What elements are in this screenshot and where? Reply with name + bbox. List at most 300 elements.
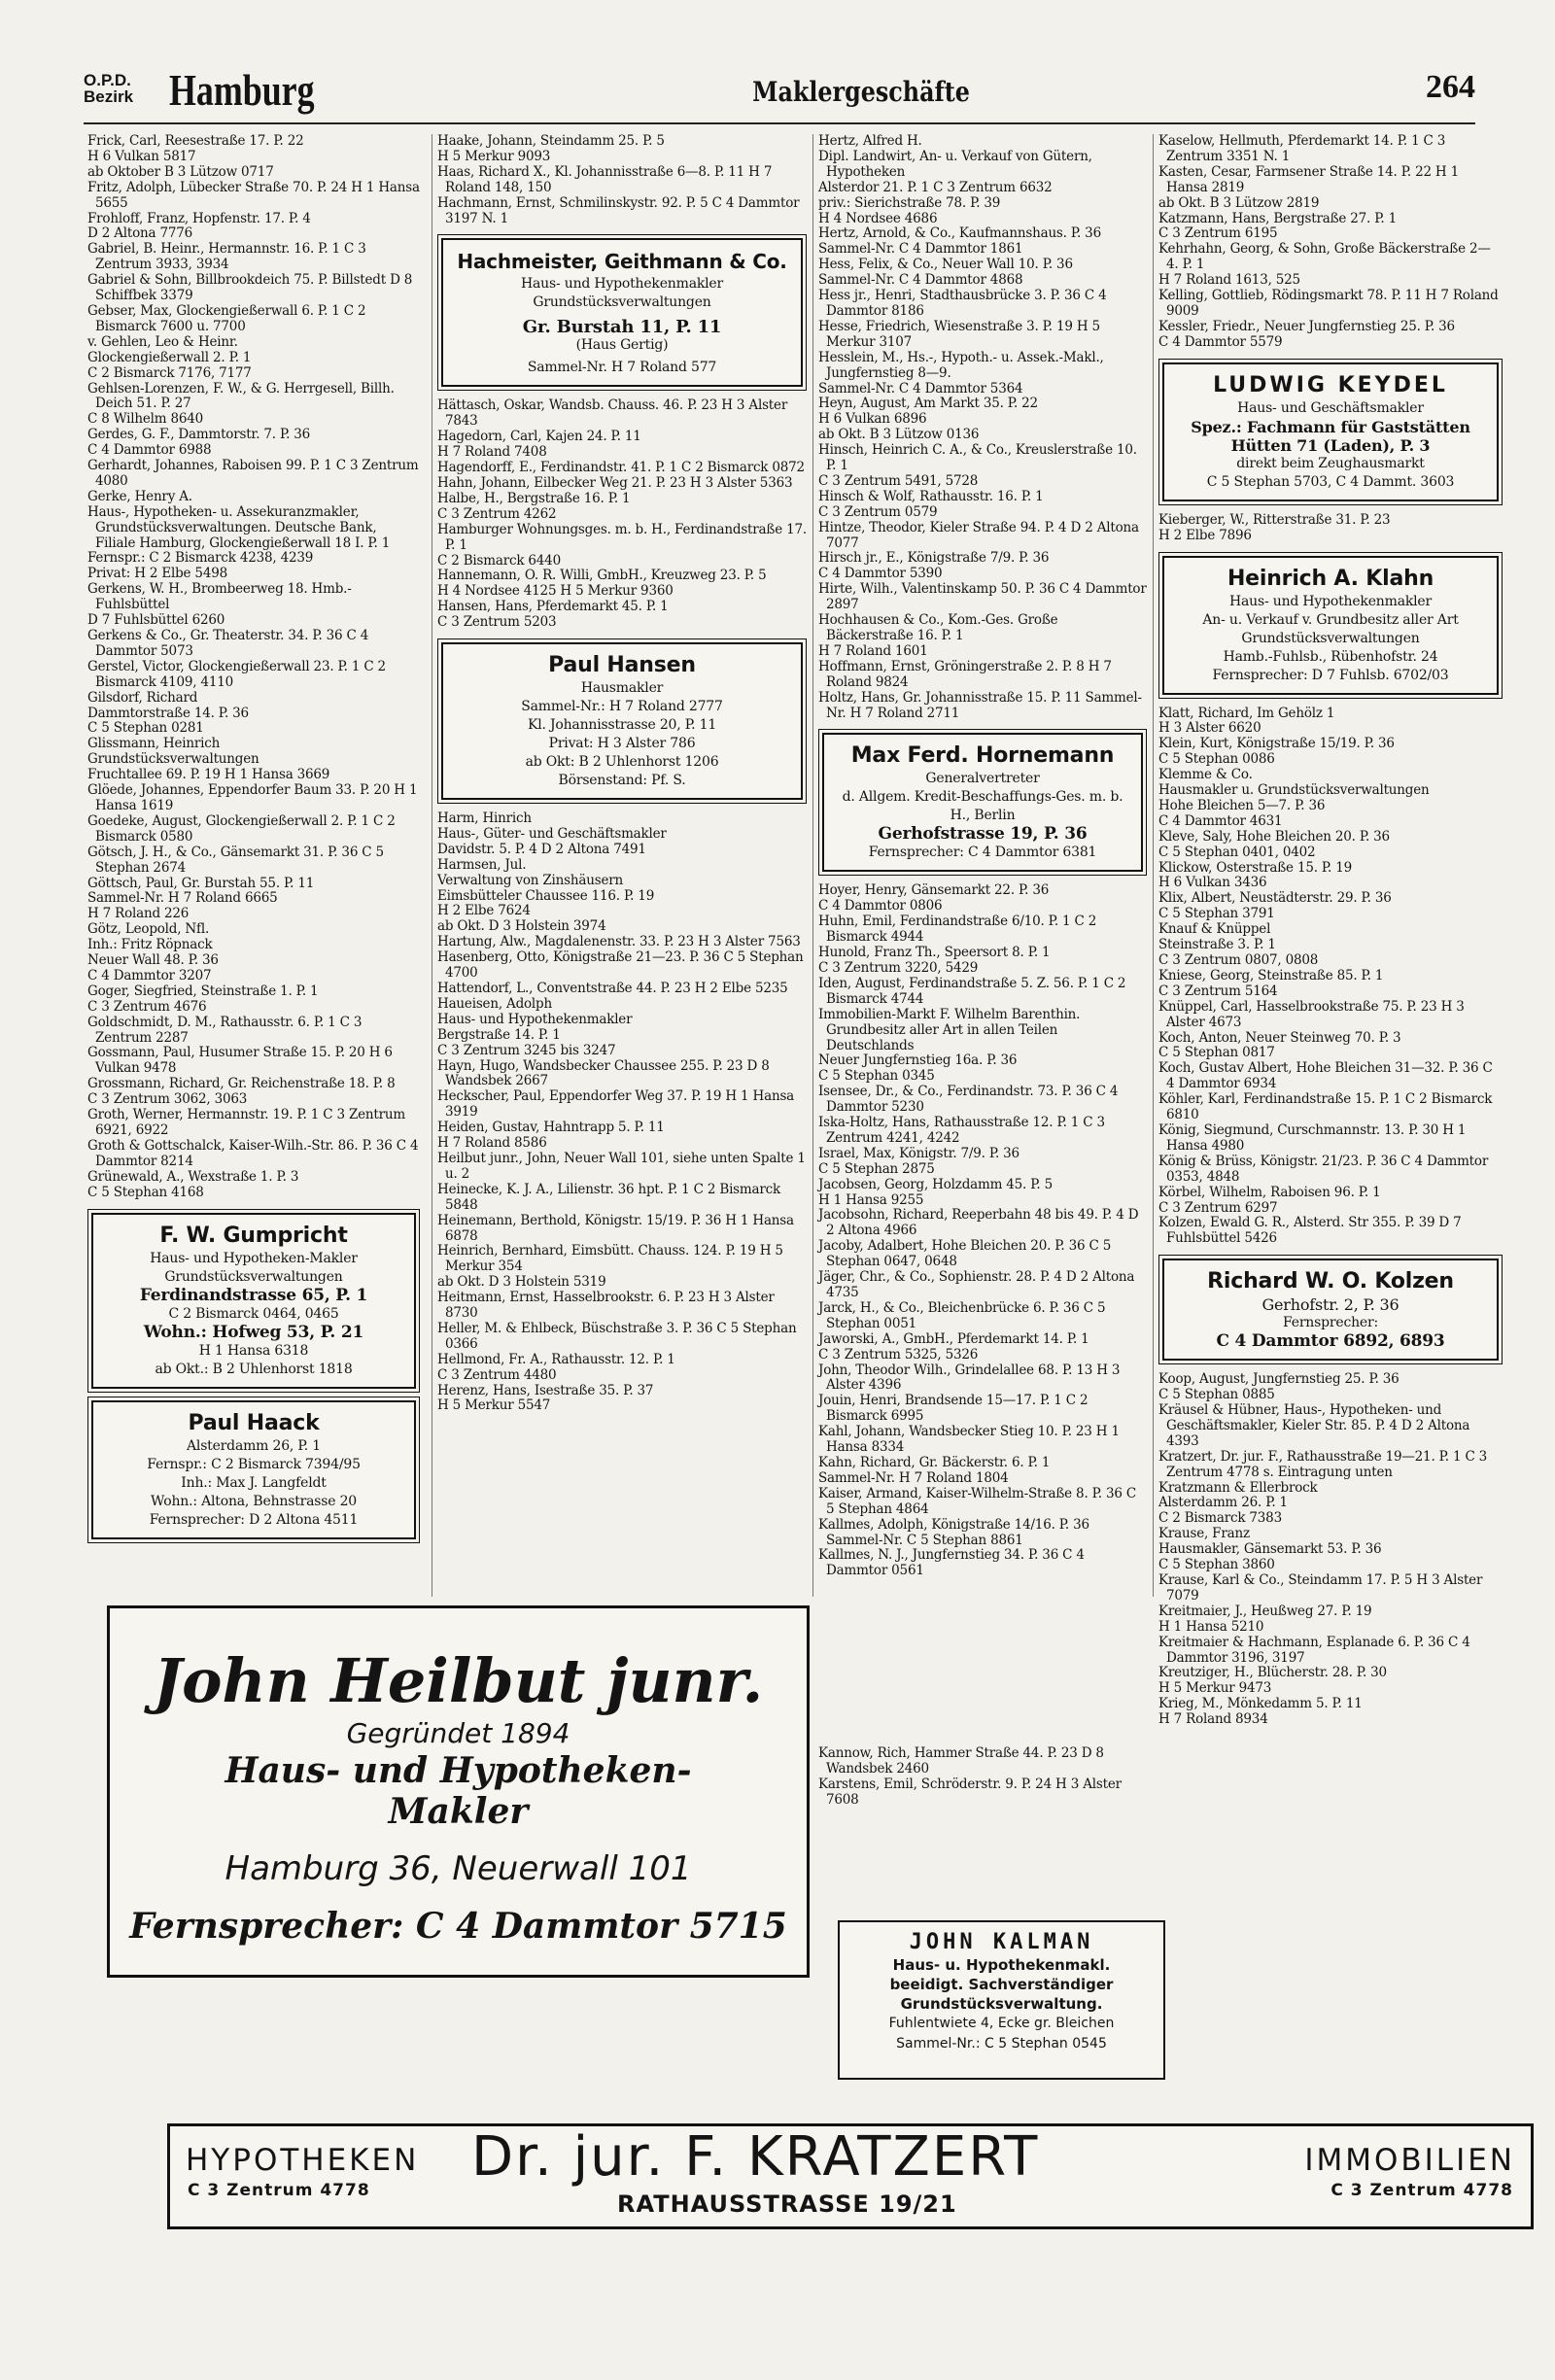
directory-entry: Götz, Leopold, Nfl. — [87, 921, 210, 938]
directory-entry: D 2 Altona 7776 — [87, 225, 193, 242]
directory-entry: C 3 Zentrum 6297 — [1158, 1199, 1278, 1216]
directory-entry: Klatt, Richard, Im Gehölz 1 — [1158, 705, 1335, 721]
ad-name: Dr. jur. F. KRATZERT — [471, 2125, 1040, 2189]
directory-entry: H 6 Vulkan 6896 — [818, 411, 927, 428]
directory-entry: Jouin, Henri, Brandsende 15—17. P. 1 C 2 Bismarck 6995 — [818, 1393, 1088, 1425]
directory-entry: Hausmakler u. Grundstücksverwaltungen — [1158, 782, 1430, 799]
directory-entry: C 2 Bismarck 7176, 7177 — [87, 364, 252, 381]
directory-entry: Glissmann, Heinrich — [87, 736, 221, 752]
directory-entry: Holtz, Hans, Gr. Johannisstraße 15. P. 11 Sammel-Nr. H 7 Roland 2711 — [818, 689, 1142, 721]
ad-phone: Fernsprecher: D 7 Fuhlsb. 6702/03 — [1212, 667, 1449, 683]
directory-entry: Verwaltung von Zinshäusern — [437, 872, 623, 888]
directory-entry: Kleve, Saly, Hohe Bleichen 20. P. 36 — [1158, 828, 1390, 845]
ad-phone: Fernspr.: C 2 Bismarck 7394/95 — [147, 1456, 361, 1472]
ad-address: Gerhofstrasse 19, P. 36 — [878, 824, 1088, 845]
directory-entry: Jäger, Chr., & Co., Sophienstr. 28. P. 4 D 2 Altona 4735 — [818, 1269, 1135, 1300]
directory-entry: Hirsch jr., E., Königstraße 7/9. P. 36 — [818, 550, 1050, 567]
directory-entry: C 3 Zentrum 3220, 5429 — [818, 959, 979, 976]
ad-phone: H 1 Hansa 6318 — [198, 1342, 309, 1359]
directory-entry: H 7 Roland 1613, 525 — [1158, 272, 1300, 289]
directory-entry: C 3 Zentrum 0579 — [818, 503, 938, 520]
directory-entry: Klemme & Co. — [1158, 767, 1253, 783]
directory-entry: Haus-, Güter- und Geschäftsmakler — [437, 825, 667, 842]
ad-kalman — [838, 1920, 1165, 2080]
directory-entry: Katzmann, Hans, Bergstraße 27. P. 1 — [1158, 210, 1397, 226]
directory-entry: Kahn, Richard, Gr. Bäckerstr. 6. P. 1 — [818, 1454, 1051, 1470]
directory-entry: H 1 Hansa 5210 — [1158, 1618, 1264, 1635]
directory-entry: C 4 Dammtor 5579 — [1158, 333, 1283, 350]
ad-address: RATHAUSSTRASSE 19/21 — [617, 2190, 957, 2218]
directory-entry: Hahn, Johann, Eilbecker Weg 21. P. 23 H 3 Alster 5363 — [437, 474, 793, 491]
column-4 — [1158, 134, 1503, 1728]
directory-entry: Grossmann, Richard, Gr. Reichenstraße 18. P. 8 — [87, 1076, 396, 1092]
entry-list — [1158, 134, 1503, 351]
directory-entry: Immobilien-Markt F. Wilhelm Barenthin. Grundbesitz aller Art in allen Teilen Deutschlands — [818, 1006, 1081, 1053]
directory-entry: Sammel-Nr. C 4 Dammtor 1861 — [818, 241, 1023, 258]
directory-entry: C 4 Dammtor 6988 — [87, 442, 212, 459]
directory-entry: Karstens, Emil, Schröderstr. 9. P. 24 H 3 Alster 7608 — [818, 1776, 1122, 1808]
directory-entry: Hinsch, Heinrich C. A., & Co., Kreuslerstraße 10. P. 1 — [818, 442, 1137, 474]
directory-entry: Klickow, Osterstraße 15. P. 19 — [1158, 859, 1353, 876]
directory-entry: C 3 Zentrum 5325, 5326 — [818, 1346, 979, 1362]
ad-left-label: HYPOTHEKEN — [186, 2143, 420, 2178]
directory-entry: Heckscher, Paul, Eppendorfer Weg 37. P. 19 H 1 Hansa 3919 — [437, 1088, 795, 1121]
ad-gumpricht — [91, 1213, 416, 1389]
directory-entry: C 3 Zentrum 4676 — [87, 998, 207, 1015]
directory-entry: C 4 Dammtor 5390 — [818, 566, 943, 582]
directory-entry: C 3 Zentrum 5491, 5728 — [818, 472, 979, 489]
directory-entry: Hochhausen & Co., Kom.-Ges. Große Bäckerstraße 16. P. 1 — [818, 612, 1058, 643]
directory-entry: Fernspr.: C 2 Bismarck 4238, 4239 — [87, 550, 314, 567]
ad-phone: Fernsprecher: C 4 Dammtor 5715 — [129, 1906, 787, 1947]
directory-entry: Privat: H 2 Elbe 5498 — [87, 566, 227, 582]
directory-entry: C 3 Zentrum 0807, 0808 — [1158, 952, 1319, 968]
directory-entry: Gossmann, Paul, Husumer Straße 15. P. 20 H 6 Vulkan 9478 — [87, 1045, 393, 1077]
directory-entry: Hamburger Wohnungsges. m. b. H., Ferdinandstraße 17. P. 1 — [437, 521, 807, 553]
ad-line: Börsenstand: Pf. S. — [558, 773, 686, 789]
directory-entry: C 5 Stephan 0345 — [818, 1068, 935, 1085]
ad-line: Haus- und Hypothekenmakler — [1229, 593, 1432, 609]
directory-entry: Hausmakler, Gänsemarkt 53. P. 36 — [1158, 1541, 1382, 1558]
ad-right-phone: C 3 Zentrum 4778 — [1330, 2181, 1513, 2200]
directory-entry: Jacobsohn, Richard, Reeperbahn 48 bis 49. P. 4 D 2 Altona 4966 — [818, 1207, 1139, 1239]
directory-entry: Harm, Hinrich — [437, 811, 532, 827]
directory-entry: Haus-, Hypotheken- u. Assekuranzmakler, Grundstücksverwaltungen. Deutsche Bank, Filiale Hamburg, Glockengießerwall 18 I. P. 1 — [87, 503, 391, 551]
directory-entry: Kniese, Georg, Steinstraße 85. P. 1 — [1158, 967, 1384, 983]
ad-line: Grundstücksverwaltungen — [1241, 630, 1420, 646]
ad-phone: Sammel-Nr.: H 7 Roland 2777 — [521, 699, 723, 715]
ad-heilbut — [107, 1605, 810, 1978]
directory-entry: Kessler, Friedr., Neuer Jungfernstieg 25. P. 36 — [1158, 318, 1455, 334]
directory-entry: Gabriel, B. Heinr., Hermannstr. 16. P. 1 C 3 Zentrum 3933, 3934 — [87, 241, 366, 273]
ad-name: Max Ferd. Hornemann — [850, 743, 1115, 769]
ad-line: Grundstücksverwaltungen — [533, 294, 711, 311]
ad-line: d. Allgem. Kredit-Beschaffungs-Ges. m. b. H., Berlin — [842, 789, 1123, 824]
directory-entry: Koop, August, Jungfernstieg 25. P. 36 — [1158, 1371, 1400, 1388]
ad-line: Haus- und Geschäftsmakler — [1237, 399, 1424, 416]
directory-entry: Klix, Albert, Neustädterstr. 29. P. 36 — [1158, 890, 1392, 907]
ad-line: Spez.: Fachmann für Gaststätten — [1191, 417, 1470, 436]
ad-kolzen — [1162, 1259, 1499, 1361]
directory-entry: Gerkens & Co., Gr. Theaterstr. 34. P. 36 C 4 Dammtor 5073 — [87, 628, 369, 659]
directory-entry: Fritz, Adolph, Lübecker Straße 70. P. 24 H 1 Hansa 5655 — [87, 179, 420, 211]
column-3 — [818, 134, 1147, 1809]
directory-entry: Hansen, Hans, Pferdemarkt 45. P. 1 — [437, 599, 669, 615]
directory-entry: Kräusel & Hübner, Haus-, Hypotheken- und Geschäftsmakler, Kieler Str. 85. P. 4 D 2 Altona 4393 — [1158, 1402, 1470, 1449]
ad-phone: C 5 Stephan 5703, C 4 Dammt. 3603 — [1206, 473, 1455, 490]
directory-entry: Hertz, Arnold, & Co., Kaufmannshaus. P. 36 — [818, 225, 1101, 242]
directory-entry: König & Brüss, Königstr. 21/23. P. 36 C 4 Dammtor 0353, 4848 — [1158, 1153, 1489, 1185]
directory-entry: H 1 Hansa 9255 — [818, 1191, 924, 1208]
directory-entry: Kehrhahn, Georg, & Sohn, Große Bäckerstraße 2—4. P. 1 — [1158, 241, 1491, 273]
directory-entry: Glockengießerwall 2. P. 1 — [87, 349, 252, 365]
ad-address: Kl. Johannisstrasse 20, P. 11 — [527, 717, 717, 734]
ad-address: Alsterdamm 26, P. 1 — [187, 1437, 321, 1454]
directory-entry: H 6 Vulkan 5817 — [87, 148, 196, 164]
directory-entry: Dipl. Landwirt, An- u. Verkauf von Gütern, Hypotheken — [818, 148, 1092, 180]
directory-entry: Iska-Holtz, Hans, Rathausstraße 12. P. 1 C 3 Zentrum 4241, 4242 — [818, 1115, 1105, 1146]
directory-entry: Haake, Johann, Steindamm 25. P. 5 — [437, 133, 665, 149]
directory-entry: Göttsch, Paul, Gr. Burstah 55. P. 11 — [87, 875, 315, 891]
directory-entry: Kelling, Gottlieb, Rödingsmarkt 78. P. 11 H 7 Roland 9009 — [1158, 288, 1499, 319]
ad-hansen — [441, 642, 803, 800]
kalman-spacer — [818, 1579, 1147, 1746]
directory-entry: C 5 Stephan 0281 — [87, 720, 204, 737]
directory-entry: D 7 Fuhlsbüttel 6260 — [87, 612, 225, 629]
directory-entry: Heilbut junr., John, Neuer Wall 101, siehe unten Spalte 1 u. 2 — [437, 1150, 806, 1182]
directory-entry: Hättasch, Oskar, Wandsb. Chauss. 46. P. 23 H 3 Alster 7843 — [437, 397, 788, 430]
ad-klahn — [1162, 556, 1499, 695]
directory-entry: Isensee, Dr., & Co., Ferdinandstr. 73. P. 36 C 4 Dammtor 5230 — [818, 1084, 1119, 1116]
directory-entry: C 5 Stephan 3860 — [1158, 1557, 1275, 1573]
entry-list — [437, 398, 807, 631]
directory-entry: C 5 Stephan 4168 — [87, 1184, 204, 1200]
directory-entry: Kolzen, Ewald G. R., Alsterd. Str 355. P. 39 D 7 Fuhlsbüttel 5426 — [1158, 1215, 1462, 1247]
directory-entry: Jarck, H., & Co., Bleichenbrücke 6. P. 36 C 5 Stephan 0051 — [818, 1299, 1106, 1331]
directory-entry: Koch, Gustav Albert, Hohe Bleichen 31—32. P. 36 C 4 Dammtor 6934 — [1158, 1060, 1493, 1092]
ad-kratzert — [167, 2123, 1534, 2229]
directory-entry: H 6 Vulkan 3436 — [1158, 875, 1267, 891]
directory-entry: Hunold, Franz Th., Speersort 8. P. 1 — [818, 945, 1051, 961]
directory-entry: Gerdes, G. F., Dammtorstr. 7. P. 36 — [87, 427, 311, 443]
directory-entry: C 5 Stephan 3791 — [1158, 906, 1275, 922]
directory-entry: Krieg, M., Mönkedamm 5. P. 11 — [1158, 1696, 1363, 1712]
directory-entry: Hesse, Friedrich, Wiesenstraße 3. P. 19 H 5 Merkur 3107 — [818, 318, 1100, 350]
directory-entry: Neuer Jungfernstieg 16a. P. 36 — [818, 1052, 1018, 1069]
directory-entry: Alsterdor 21. P. 1 C 3 Zentrum 6632 — [818, 179, 1053, 195]
ad-name: LUDWIG KEYDEL — [1213, 372, 1448, 397]
ad-address: Fuhlentwiete 4, Ecke gr. Bleichen — [888, 2016, 1115, 2031]
ad-line: direkt beim Zeughausmarkt — [1236, 455, 1425, 471]
directory-entry: Heinecke, K. J. A., Lilienstr. 36 hpt. P. 1 C 2 Bismarck 5848 — [437, 1181, 780, 1213]
ad-keydel — [1162, 362, 1499, 501]
directory-entry: Hayn, Hugo, Wandsbecker Chaussee 255. P. 23 D 8 Wandsbek 2667 — [437, 1057, 770, 1089]
directory-entry: Hagendorff, E., Ferdinandstr. 41. P. 1 C 2 Bismarck 0872 — [437, 460, 805, 476]
directory-entry: Haueisen, Adolph — [437, 995, 552, 1012]
directory-entry: Huhn, Emil, Ferdinandstraße 6/10. P. 1 C 2 Bismarck 4944 — [818, 914, 1097, 946]
directory-entry: Hagedorn, Carl, Kajen 24. P. 11 — [437, 429, 641, 445]
directory-entry: H 7 Roland 8586 — [437, 1135, 547, 1152]
ad-phone: Sammel-Nr. H 7 Roland 577 — [527, 360, 717, 376]
directory-entry: C 5 Stephan 2875 — [818, 1160, 935, 1177]
directory-entry: Knauf & Knüppel — [1158, 921, 1271, 938]
directory-entry: Groth, Werner, Hermannstr. 19. P. 1 C 3 Zentrum 6921, 6922 — [87, 1107, 405, 1138]
directory-entry: Gehlsen-Lorenzen, F. W., & G. Herrgesell, Billh. Deich 51. P. 27 — [87, 380, 395, 412]
directory-entry: Fruchtallee 69. P. 19 H 1 Hansa 3669 — [87, 767, 330, 783]
directory-entry: C 3 Zentrum 5164 — [1158, 983, 1278, 999]
directory-entry: Hirte, Wilh., Valentinskamp 50. P. 36 C 4 Dammtor 2897 — [818, 581, 1147, 613]
directory-entry: Heller, M. & Ehlbeck, Büschstraße 3. P. 36 C 5 Stephan 0366 — [437, 1320, 797, 1352]
ad-line: Hausmakler — [580, 680, 664, 697]
ad-address: Gr. Burstah 11, P. 11 — [522, 317, 722, 338]
directory-entry: Herenz, Hans, Isestraße 35. P. 37 — [437, 1382, 654, 1398]
ad-hachmeister — [441, 238, 803, 387]
directory-entry: C 3 Zentrum 3062, 3063 — [87, 1091, 248, 1108]
directory-entry: Hellmond, Fr. A., Rathausstr. 12. P. 1 — [437, 1351, 675, 1367]
directory-entry: Hasenberg, Otto, Königstraße 21—23. P. 36 C 5 Stephan 4700 — [437, 949, 804, 982]
directory-entry: Gerkens, W. H., Brombeerweg 18. Hmb.-Fuhlsbüttel — [87, 581, 352, 613]
directory-entry: Dammtorstraße 14. P. 36 — [87, 705, 249, 721]
directory-entry: Koch, Anton, Neuer Steinweg 70. P. 3 — [1158, 1029, 1401, 1046]
directory-entry: Hinsch & Wolf, Rathausstr. 16. P. 1 — [818, 488, 1044, 504]
ad-founded: Gegründet 1894 — [346, 1717, 570, 1749]
directory-entry: Sammel-Nr. H 7 Roland 1804 — [818, 1469, 1009, 1486]
directory-entry: H 7 Roland 8934 — [1158, 1711, 1268, 1728]
directory-entry: Halbe, H., Bergstraße 16. P. 1 — [437, 490, 631, 506]
entry-list — [437, 811, 807, 1414]
directory-entry: H 2 Elbe 7624 — [437, 903, 531, 919]
section-title: Maklergeschäfte — [752, 76, 970, 108]
directory-entry: C 3 Zentrum 6195 — [1158, 225, 1278, 242]
directory-entry: Alsterdamm 26. P. 1 — [1158, 1495, 1288, 1511]
directory-entry: C 3 Zentrum 4480 — [437, 1366, 557, 1383]
directory-entry: Gerke, Henry A. — [87, 488, 192, 504]
ad-name: F. W. Gumpricht — [159, 1223, 348, 1248]
directory-entry: Kallmes, N. J., Jungfernstieg 34. P. 36 C 4 Dammtor 0561 — [818, 1547, 1085, 1579]
ad-line: Haus- und Hypothekenmakler — [521, 276, 723, 293]
directory-entry: Harmsen, Jul. — [437, 856, 527, 873]
directory-entry: Haas, Richard X., Kl. Johannisstraße 6—8. P. 11 H 7 Roland 148, 150 — [437, 163, 773, 195]
directory-entry: Haus- und Hypothekenmakler — [437, 1011, 633, 1027]
entry-list — [87, 134, 420, 1201]
directory-entry: Kaselow, Hellmuth, Pferdemarkt 14. P. 1 C 3 Zentrum 3351 N. 1 — [1158, 133, 1446, 164]
directory-entry: Grundstücksverwaltungen — [87, 751, 259, 768]
directory-entry: Goldschmidt, D. M., Rathausstr. 6. P. 1 C 3 Zentrum 2287 — [87, 1014, 363, 1046]
directory-entry: Körbel, Wilhelm, Raboisen 96. P. 1 — [1158, 1184, 1381, 1200]
directory-entry: H 3 Alster 6620 — [1158, 720, 1261, 737]
directory-entry: Kannow, Rich, Hammer Straße 44. P. 23 D 8 Wandsbek 2460 — [818, 1745, 1104, 1777]
directory-entry: Hoffmann, Ernst, Gröningerstraße 2. P. 8 H 7 Roland 9824 — [818, 658, 1112, 690]
directory-entry: H 4 Nordsee 4125 H 5 Merkur 9360 — [437, 583, 674, 600]
directory-entry: Köhler, Karl, Ferdinandstraße 15. P. 1 C 2 Bismarck 6810 — [1158, 1091, 1493, 1123]
ad-phone: C 4 Dammtor 6892, 6893 — [1216, 1331, 1445, 1352]
column-2 — [437, 134, 807, 1414]
directory-entry: Hannemann, O. R. Willi, GmbH., Kreuzweg 23. P. 5 — [437, 568, 767, 584]
directory-entry: Eimsbütteler Chaussee 116. P. 19 — [437, 887, 655, 904]
directory-entry: Gebser, Max, Glockengießerwall 6. P. 1 C 2 Bismarck 7600 u. 7700 — [87, 302, 366, 334]
ad-line: An- u. Verkauf v. Grundbesitz aller Art — [1202, 611, 1459, 628]
directory-entry: Steinstraße 3. P. 1 — [1158, 937, 1276, 953]
directory-entry: Frick, Carl, Reesestraße 17. P. 22 — [87, 133, 304, 149]
directory-entry: Krause, Karl & Co., Steindamm 17. P. 5 H 3 Alster 7079 — [1158, 1572, 1483, 1604]
directory-entry: Knüppel, Carl, Hasselbrookstraße 75. P. 23 H 3 Alster 4673 — [1158, 998, 1465, 1030]
ad-line: Haus- u. Hypothekenmakl. — [892, 1956, 1111, 1974]
entry-list — [818, 134, 1147, 721]
ad-address: Hamb.-Fuhlsb., Rübenhofstr. 24 — [1223, 648, 1438, 665]
directory-entry: Goedeke, August, Glockengießerwall 2. P. 1 C 2 Bismarck 0580 — [87, 812, 396, 845]
entry-list — [1158, 1372, 1503, 1728]
directory-entry: Götsch, J. H., & Co., Gänsemarkt 31. P. 36 C 5 Stephan 2674 — [87, 844, 384, 876]
directory-entry: Hertz, Alfred H. — [818, 133, 922, 149]
directory-entry: Krause, Franz — [1158, 1526, 1250, 1542]
directory-entry: C 3 Zentrum 3245 bis 3247 — [437, 1042, 616, 1058]
directory-entry: H 7 Roland 226 — [87, 906, 190, 922]
ad-left-phone: C 3 Zentrum 4778 — [188, 2181, 370, 2200]
directory-entry: Kieberger, W., Ritterstraße 31. P. 23 — [1158, 511, 1391, 528]
directory-entry: Gerstel, Victor, Glockengießerwall 23. P. 1 C 2 Bismarck 4109, 4110 — [87, 658, 386, 690]
directory-entry: Hattendorf, L., Conventstraße 44. P. 23 H 2 Elbe 5235 — [437, 981, 788, 996]
directory-entry: Frohloff, Franz, Hopfenstr. 17. P. 4 — [87, 210, 311, 226]
ad-address: Ferdinandstrasse 65, P. 1 — [139, 1285, 368, 1305]
ad-line: beeidigt. Sachverständiger — [889, 1976, 1114, 1993]
directory-entry: priv.: Sierichstraße 78. P. 39 — [818, 194, 1001, 211]
ad-line: Wohn.: Altona, Behnstrasse 20 — [151, 1493, 357, 1509]
directory-entry: C 4 Dammtor 0806 — [818, 898, 943, 914]
ad-phone: ab Okt.: B 2 Uhlenhorst 1818 — [155, 1361, 353, 1377]
ad-line: Grundstücksverwaltung. — [900, 1995, 1103, 2013]
directory-entry: H 5 Merkur 9473 — [1158, 1680, 1272, 1697]
ad-phone: Privat: H 3 Alster 786 — [548, 736, 696, 752]
ad-hornemann — [822, 733, 1143, 872]
directory-entry: Goger, Siegfried, Steinstraße 1. P. 1 — [87, 983, 319, 999]
directory-entry: Grünewald, A., Wexstraße 1. P. 3 — [87, 1168, 299, 1185]
directory-entry: C 3 Zentrum 5203 — [437, 614, 557, 631]
ad-address: Wohn.: Hofweg 53, P. 21 — [143, 1322, 364, 1342]
directory-entry: C 3 Zentrum 4262 — [437, 505, 557, 522]
directory-entry: C 2 Bismarck 6440 — [437, 552, 561, 569]
entry-list — [818, 883, 1147, 1579]
column-1 — [87, 134, 420, 1551]
directory-entry: Glöede, Johannes, Eppendorfer Baum 33. P. 20 H 1 Hansa 1619 — [87, 782, 418, 813]
directory-entry: ab Okt. D 3 Holstein 3974 — [437, 918, 606, 935]
directory-entry: Hartung, Alw., Magdalenenstr. 33. P. 23 H 3 Alster 7563 — [437, 934, 801, 950]
directory-entry: Heinemann, Berthold, Königstr. 15/19. P. 36 H 1 Hansa 6878 — [437, 1212, 794, 1244]
directory-entry: C 5 Stephan 0885 — [1158, 1387, 1275, 1403]
ad-name: Heinrich A. Klahn — [1227, 566, 1434, 591]
directory-entry: C 8 Wilhelm 8640 — [87, 411, 204, 428]
ad-phone: Fernsprecher: C 4 Dammtor 6381 — [868, 845, 1097, 861]
directory-entry: C 2 Bismarck 7383 — [1158, 1510, 1282, 1527]
directory-entry: v. Gehlen, Leo & Heinr. — [87, 333, 238, 350]
directory-entry: Hess jr., Henri, Stadthausbrücke 3. P. 36 C 4 Dammtor 8186 — [818, 288, 1107, 319]
ad-phone: Fernsprecher: D 2 Altona 4511 — [149, 1511, 359, 1528]
directory-entry: Groth & Gottschalck, Kaiser-Wilh.-Str. 86. P. 36 C 4 Dammtor 8214 — [87, 1137, 419, 1169]
district-label: O.P.D. Bezirk — [84, 71, 134, 106]
directory-entry: Jacoby, Adalbert, Hohe Bleichen 20. P. 36 C 5 Stephan 0647, 0648 — [818, 1238, 1112, 1270]
directory-entry: Klein, Kurt, Königstraße 15/19. P. 36 — [1158, 736, 1395, 752]
directory-entry: C 5 Stephan 0817 — [1158, 1045, 1275, 1061]
ad-address: Hütten 71 (Laden), P. 3 — [1230, 435, 1431, 455]
directory-entry: Hess, Felix, & Co., Neuer Wall 10. P. 36 — [818, 257, 1073, 273]
directory-entry: Kaiser, Armand, Kaiser-Wilhelm-Straße 8. P. 36 C 5 Stephan 4864 — [818, 1485, 1136, 1517]
directory-entry: Sammel-Nr. H 7 Roland 6665 — [87, 890, 278, 907]
directory-entry: Jaworski, A., GmbH., Pferdemarkt 14. P. 1 — [818, 1330, 1089, 1347]
directory-entry: Kreitmaier & Hachmann, Esplanade 6. P. 36 C 4 Dammtor 3196, 3197 — [1158, 1634, 1470, 1666]
directory-entry: Heinrich, Bernhard, Eimsbütt. Chauss. 124. P. 19 H 5 Merkur 354 — [437, 1243, 783, 1275]
ad-phone: C 2 Bismarck 0464, 0465 — [168, 1305, 339, 1322]
ad-right-label: IMMOBILIEN — [1304, 2143, 1515, 2178]
column-divider — [812, 134, 813, 1597]
page-header — [84, 64, 1475, 124]
directory-entry: Gilsdorf, Richard — [87, 689, 198, 706]
ad-name: Paul Hansen — [548, 653, 696, 678]
ad-name: JOHN KALMAN — [909, 1930, 1094, 1954]
entry-list — [818, 1746, 1147, 1809]
directory-entry: Kratzert, Dr. jur. F., Rathausstraße 19—21. P. 1 C 3 Zentrum 4778 s. Eintragung unten — [1158, 1448, 1488, 1480]
ad-line: Generalvertreter — [925, 771, 1040, 787]
directory-entry: Hachmann, Ernst, Schmilinskystr. 92. P. 5 C 4 Dammtor 3197 N. 1 — [437, 194, 800, 226]
directory-entry: H 4 Nordsee 4686 — [818, 210, 938, 226]
directory-entry: Israel, Max, Königstr. 7/9. P. 36 — [818, 1145, 1019, 1161]
ad-line: Haus- und Hypotheken- — [225, 1750, 692, 1791]
directory-entry: C 5 Stephan 0401, 0402 — [1158, 844, 1316, 860]
directory-entry: Kreutziger, H., Blücherstr. 28. P. 30 — [1158, 1665, 1387, 1681]
directory-entry: Heitmann, Ernst, Hasselbrookstr. 6. P. 23 H 3 Alster 8730 — [437, 1290, 775, 1322]
directory-entry: Kahl, Johann, Wandsbecker Stieg 10. P. 23 H 1 Hansa 8334 — [818, 1424, 1120, 1456]
directory-entry: H 5 Merkur 9093 — [437, 148, 551, 164]
ad-line: Inh.: Max J. Langfeldt — [181, 1474, 327, 1491]
ad-phone: ab Okt: B 2 Uhlenhorst 1206 — [525, 754, 719, 771]
ad-name: Paul Haack — [188, 1410, 320, 1435]
page-number: 264 — [1426, 69, 1475, 105]
directory-entry: Davidstr. 5. P. 4 D 2 Altona 7491 — [437, 841, 646, 857]
directory-entry: H 7 Roland 1601 — [818, 642, 928, 659]
ad-address: Hamburg 36, Neuerwall 101 — [225, 1849, 692, 1888]
entry-list — [1158, 707, 1503, 1248]
directory-entry: Kreitmaier, J., Heußweg 27. P. 19 — [1158, 1603, 1372, 1619]
directory-entry: C 5 Stephan 0086 — [1158, 751, 1275, 768]
directory-entry: Hintze, Theodor, Kieler Straße 94. P. 4 D 2 Altona 7077 — [818, 519, 1139, 551]
directory-entry: Neuer Wall 48. P. 36 — [87, 952, 219, 969]
ad-address: Gerhofstr. 2, P. 36 — [1261, 1295, 1400, 1315]
directory-entry: Hesslein, M., Hs.-, Hypoth.- u. Assek.-Makl., Jungfernstieg 8—9. — [818, 349, 1104, 381]
directory-entry: ab Okt. B 3 Lützow 0136 — [818, 427, 980, 443]
entry-list — [1158, 513, 1503, 544]
directory-entry: Heyn, August, Am Markt 35. P. 22 — [818, 396, 1038, 412]
directory-entry: ab Oktober B 3 Lützow 0717 — [87, 163, 274, 180]
directory-entry: König, Siegmund, Curschmannstr. 13. P. 30 H 1 Hansa 4980 — [1158, 1121, 1467, 1154]
directory-entry: Kratzmann & Ellerbrock — [1158, 1479, 1318, 1496]
directory-entry: Gabriel & Sohn, Billbrookdeich 75. P. Billstedt D 8 Schiffbek 3379 — [87, 272, 413, 304]
directory-entry: Hoyer, Henry, Gänsemarkt 22. P. 36 — [818, 882, 1050, 899]
ad-name: Hachmeister, Geithmann & Co. — [457, 250, 787, 274]
directory-entry: Jacobsen, Georg, Holzdamm 45. P. 5 — [818, 1176, 1053, 1192]
ad-line: Fernsprecher: — [1282, 1315, 1379, 1331]
ad-line: (Haus Gertig) — [575, 337, 669, 354]
directory-entry: Sammel-Nr. C 4 Dammtor 4868 — [818, 272, 1023, 289]
ad-name: John Heilbut junr. — [153, 1645, 764, 1716]
directory-entry: C 4 Dammtor 3207 — [87, 967, 212, 983]
directory-entry: Inh.: Fritz Röpnack — [87, 937, 213, 953]
city-title: Hamburg — [169, 65, 315, 115]
ad-line: Makler — [388, 1791, 529, 1832]
directory-entry: Kasten, Cesar, Farmsener Straße 14. P. 22 H 1 Hansa 2819 — [1158, 163, 1459, 195]
directory-entry: Gerhardt, Johannes, Raboisen 99. P. 1 C 3 Zentrum 4080 — [87, 458, 419, 489]
directory-entry: Iden, August, Ferdinandstraße 5. Z. 56. P. 1 C 2 Bismarck 4744 — [818, 975, 1126, 1007]
directory-entry: ab Okt. D 3 Holstein 5319 — [437, 1274, 606, 1291]
entry-list — [437, 134, 807, 226]
directory-entry: H 2 Elbe 7896 — [1158, 527, 1252, 543]
